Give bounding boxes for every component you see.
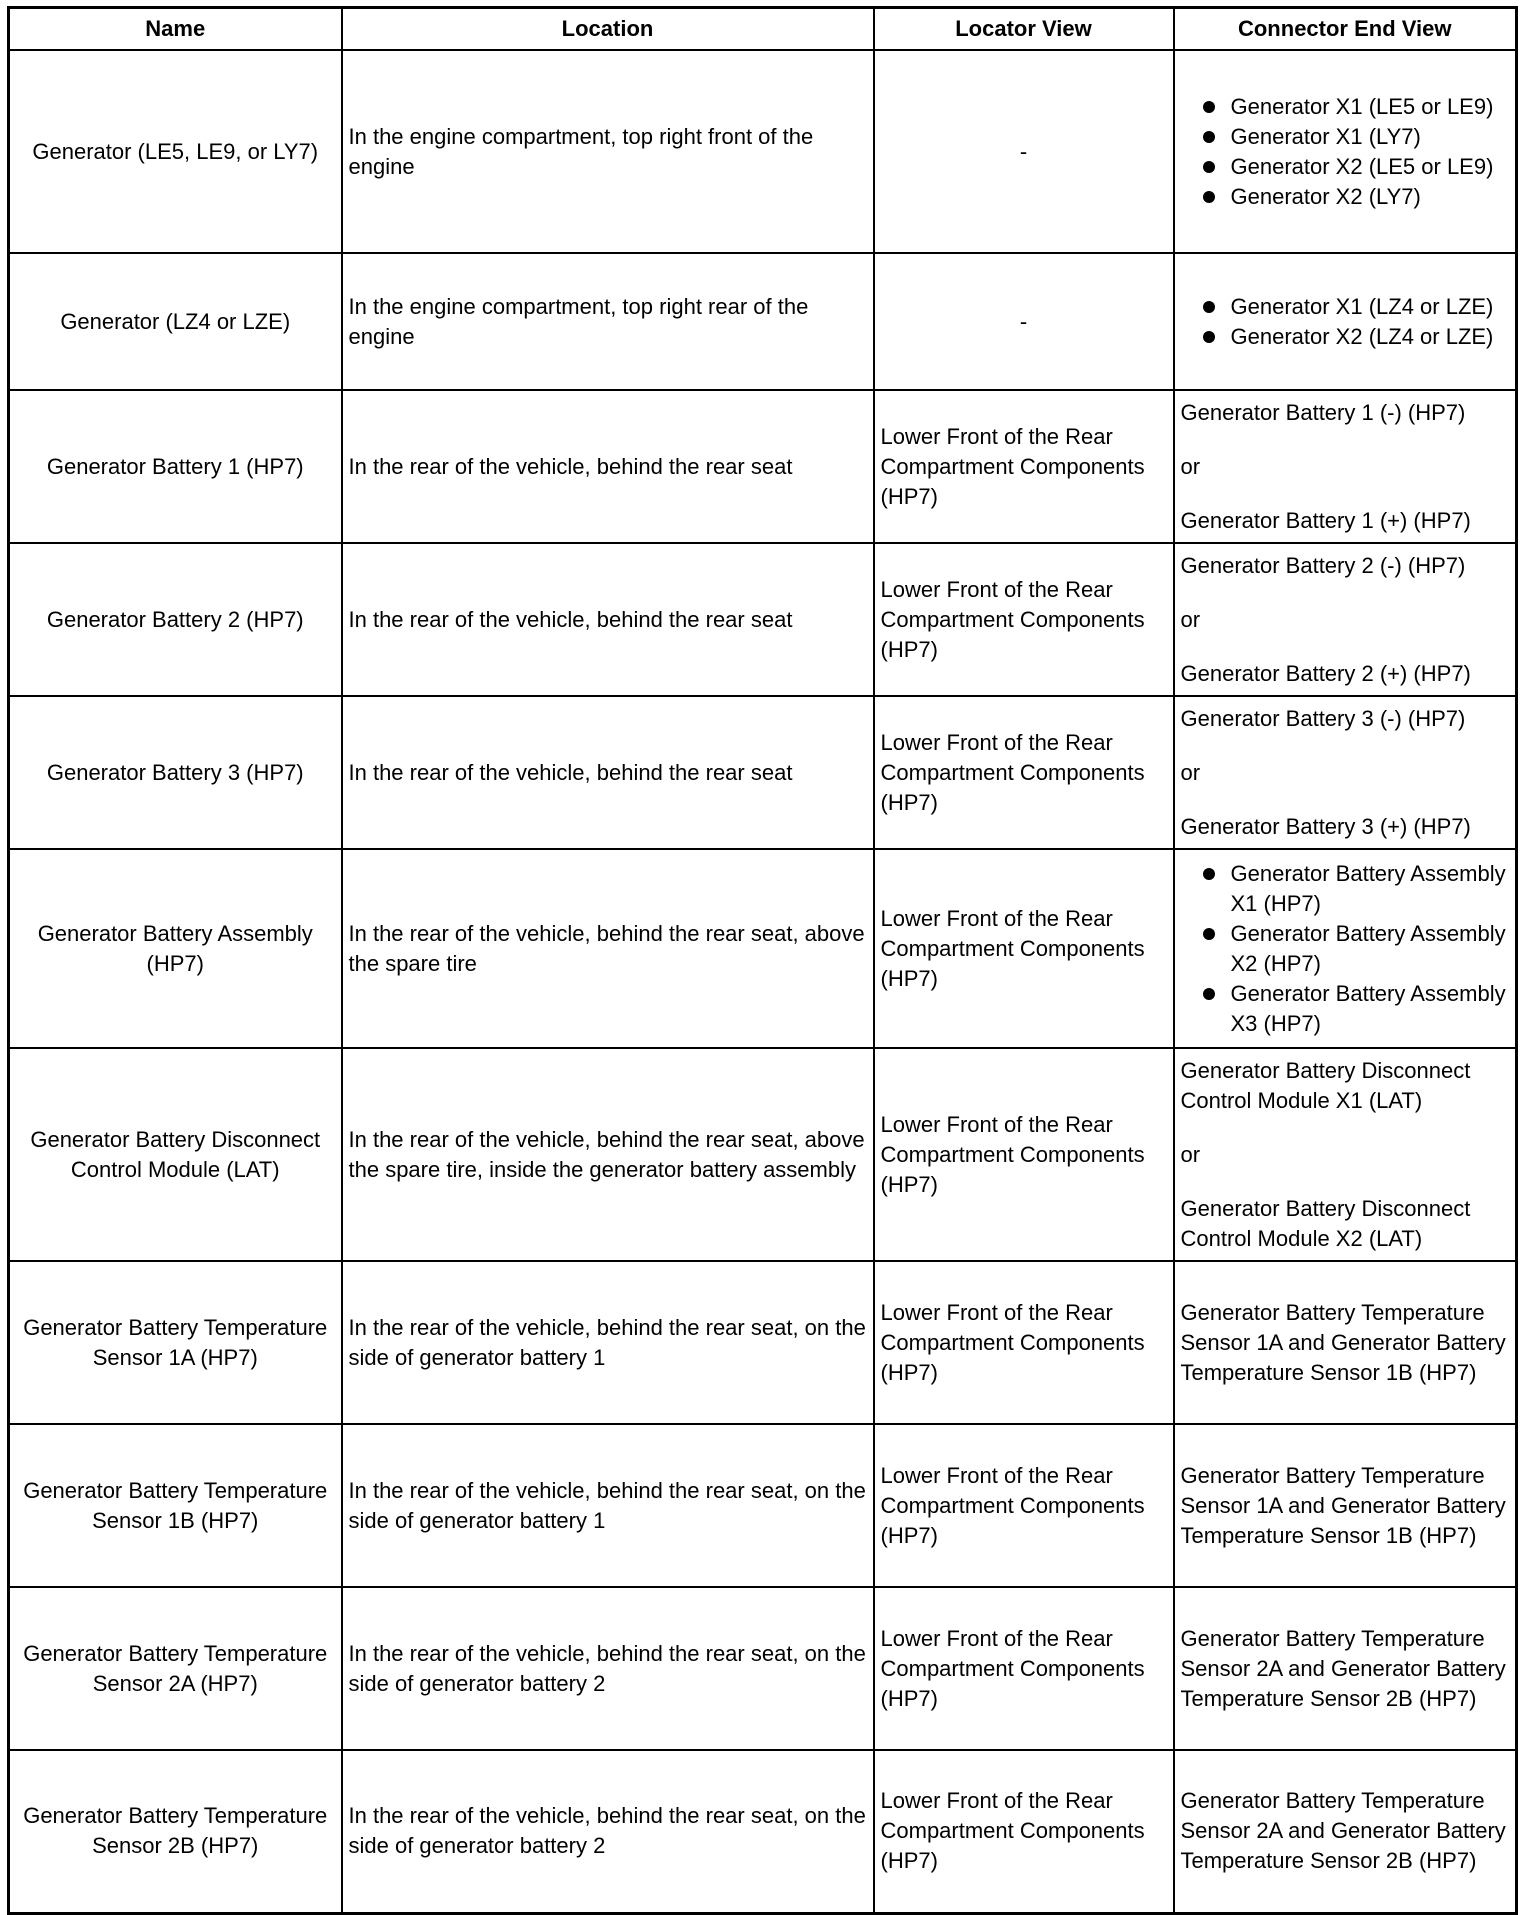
cell-name: Generator Battery Disconnect Control Module (LAT) — [9, 1048, 342, 1261]
bullet-icon — [1203, 131, 1215, 143]
cell-connector-end-view — [1174, 543, 1517, 696]
connector-link[interactable]: Generator Battery Assembly X2 (HP7) — [1230, 920, 1506, 976]
connector-link[interactable]: Generator Battery 1 (-) (HP7) — [1180, 399, 1466, 425]
cell-connector-end-view — [1174, 390, 1517, 543]
header-locator-view: Locator View — [874, 8, 1174, 51]
bullet-icon — [1203, 191, 1215, 203]
connector-link[interactable]: Generator X1 (LZ4 or LZE) — [1230, 293, 1494, 319]
table-row — [9, 253, 1517, 390]
cell-name: Generator Battery 3 (HP7) — [9, 696, 342, 849]
table-row — [9, 1261, 1517, 1424]
cell-location: In the rear of the vehicle, behind the rear seat, on the side of generator battery 2 — [342, 1587, 874, 1750]
cell-location: In the rear of the vehicle, behind the rear seat — [342, 543, 874, 696]
locator-view-link[interactable]: Lower Front of the Rear Compartment Components (HP7) — [880, 729, 1145, 815]
connector-link[interactable]: Generator X1 (LY7) — [1230, 123, 1421, 149]
cell-location: In the rear of the vehicle, behind the rear seat, above the spare tire, inside the generator battery assembly — [342, 1048, 874, 1261]
bullet-icon — [1203, 928, 1215, 940]
cell-name: Generator (LZ4 or LZE) — [9, 253, 342, 390]
connector-or: or — [1180, 453, 1201, 479]
list-item — [1181, 859, 1510, 919]
table-row — [9, 849, 1517, 1048]
cell-connector-end-view — [1174, 1261, 1517, 1424]
bullet-icon — [1203, 331, 1215, 343]
header-location: Location — [342, 8, 874, 51]
connector-link[interactable]: Generator X2 (LZ4 or LZE) — [1230, 323, 1494, 349]
bullet-icon — [1203, 301, 1215, 313]
connector-link[interactable]: Generator Battery Temperature Sensor 2A and Generator Battery Temperature Sensor 2B (HP7) — [1180, 1625, 1506, 1711]
cell-locator-view: - — [874, 50, 1174, 253]
locator-view-link[interactable]: Lower Front of the Rear Compartment Components (HP7) — [880, 1625, 1145, 1711]
cell-location: In the rear of the vehicle, behind the rear seat, on the side of generator battery 2 — [342, 1750, 874, 1913]
table-row — [9, 1424, 1517, 1587]
locator-view-link[interactable]: Lower Front of the Rear Compartment Components (HP7) — [880, 1299, 1145, 1385]
bullet-icon — [1203, 868, 1215, 880]
list-item — [1181, 122, 1510, 152]
connector-link[interactable]: Generator Battery 3 (+) (HP7) — [1180, 813, 1471, 839]
connector-link[interactable]: Generator X2 (LY7) — [1230, 183, 1421, 209]
cell-location: In the engine compartment, top right front of the engine — [342, 50, 874, 253]
cell-location: In the rear of the vehicle, behind the rear seat — [342, 696, 874, 849]
cell-connector-end-view — [1174, 1424, 1517, 1587]
connector-link[interactable]: Generator X1 (LE5 or LE9) — [1230, 93, 1494, 119]
locator-view-link[interactable]: Lower Front of the Rear Compartment Components (HP7) — [880, 423, 1145, 509]
cell-connector-end-view — [1174, 50, 1517, 253]
list-item — [1181, 152, 1510, 182]
table-row — [9, 50, 1517, 253]
cell-locator-view — [874, 543, 1174, 696]
connector-link[interactable]: Generator Battery 3 (-) (HP7) — [1180, 705, 1466, 731]
list-item — [1181, 322, 1510, 352]
cell-connector-end-view — [1174, 1587, 1517, 1750]
header-name: Name — [9, 8, 342, 51]
cell-name: Generator Battery Temperature Sensor 1A (HP7) — [9, 1261, 342, 1424]
list-item — [1181, 979, 1510, 1039]
bullet-icon — [1203, 101, 1215, 113]
bullet-icon — [1203, 161, 1215, 173]
connector-or: or — [1180, 759, 1201, 785]
connector-link[interactable]: Generator X2 (LE5 or LE9) — [1230, 153, 1494, 179]
connector-list — [1181, 859, 1510, 1039]
component-locator-table — [7, 6, 1518, 1915]
connector-or: or — [1180, 606, 1201, 632]
cell-locator-view — [874, 1750, 1174, 1913]
connector-link[interactable]: Generator Battery Temperature Sensor 1A and Generator Battery Temperature Sensor 1B (HP7) — [1180, 1462, 1506, 1548]
cell-connector-end-view — [1174, 253, 1517, 390]
list-item — [1181, 292, 1510, 322]
connector-link[interactable]: Generator Battery Disconnect Control Module X1 (LAT) — [1180, 1057, 1471, 1113]
table-row — [9, 1587, 1517, 1750]
cell-location: In the rear of the vehicle, behind the rear seat, on the side of generator battery 1 — [342, 1261, 874, 1424]
locator-view-link[interactable]: Lower Front of the Rear Compartment Components (HP7) — [880, 905, 1145, 991]
header-connector-end-view: Connector End View — [1174, 8, 1517, 51]
connector-or: or — [1180, 1141, 1201, 1167]
table-header-row — [9, 8, 1517, 51]
cell-location: In the rear of the vehicle, behind the rear seat, above the spare tire — [342, 849, 874, 1048]
bullet-icon — [1203, 988, 1215, 1000]
locator-view-link[interactable]: Lower Front of the Rear Compartment Components (HP7) — [880, 576, 1145, 662]
cell-name: Generator Battery Assembly (HP7) — [9, 849, 342, 1048]
locator-view-link[interactable]: Lower Front of the Rear Compartment Components (HP7) — [880, 1788, 1145, 1874]
cell-name: Generator Battery Temperature Sensor 2A (HP7) — [9, 1587, 342, 1750]
cell-connector-end-view — [1174, 849, 1517, 1048]
cell-name: Generator Battery Temperature Sensor 2B (HP7) — [9, 1750, 342, 1913]
cell-connector-end-view — [1174, 696, 1517, 849]
connector-link[interactable]: Generator Battery Disconnect Control Module X2 (LAT) — [1180, 1195, 1471, 1251]
list-item — [1181, 92, 1510, 122]
cell-connector-end-view — [1174, 1048, 1517, 1261]
connector-link[interactable]: Generator Battery Assembly X3 (HP7) — [1230, 980, 1506, 1036]
cell-name: Generator Battery Temperature Sensor 1B (HP7) — [9, 1424, 342, 1587]
connector-link[interactable]: Generator Battery Temperature Sensor 1A and Generator Battery Temperature Sensor 1B (HP7) — [1180, 1299, 1506, 1385]
cell-locator-view — [874, 1048, 1174, 1261]
cell-locator-view — [874, 849, 1174, 1048]
list-item — [1181, 919, 1510, 979]
cell-connector-end-view — [1174, 1750, 1517, 1913]
cell-location: In the rear of the vehicle, behind the rear seat — [342, 390, 874, 543]
cell-name: Generator Battery 1 (HP7) — [9, 390, 342, 543]
table-row — [9, 390, 1517, 543]
table-row — [9, 1750, 1517, 1913]
cell-location: In the engine compartment, top right rear of the engine — [342, 253, 874, 390]
cell-location: In the rear of the vehicle, behind the rear seat, on the side of generator battery 1 — [342, 1424, 874, 1587]
connector-link[interactable]: Generator Battery 2 (+) (HP7) — [1180, 660, 1471, 686]
cell-locator-view — [874, 1587, 1174, 1750]
table-row — [9, 543, 1517, 696]
cell-locator-view — [874, 1424, 1174, 1587]
cell-name: Generator Battery 2 (HP7) — [9, 543, 342, 696]
connector-list — [1181, 292, 1510, 352]
cell-locator-view: - — [874, 253, 1174, 390]
locator-view-link[interactable]: Lower Front of the Rear Compartment Components (HP7) — [880, 1462, 1145, 1548]
cell-locator-view — [874, 1261, 1174, 1424]
connector-link[interactable]: Generator Battery Assembly X1 (HP7) — [1230, 860, 1506, 916]
table-row — [9, 1048, 1517, 1261]
connector-link[interactable]: Generator Battery 2 (-) (HP7) — [1180, 552, 1466, 578]
connector-link[interactable]: Generator Battery Temperature Sensor 2A and Generator Battery Temperature Sensor 2B (HP7) — [1180, 1788, 1506, 1874]
cell-locator-view — [874, 696, 1174, 849]
cell-name: Generator (LE5, LE9, or LY7) — [9, 50, 342, 253]
connector-list — [1181, 92, 1510, 212]
table-row — [9, 696, 1517, 849]
list-item — [1181, 182, 1510, 212]
connector-link[interactable]: Generator Battery 1 (+) (HP7) — [1180, 507, 1471, 533]
locator-view-link[interactable]: Lower Front of the Rear Compartment Components (HP7) — [880, 1111, 1145, 1197]
cell-locator-view — [874, 390, 1174, 543]
